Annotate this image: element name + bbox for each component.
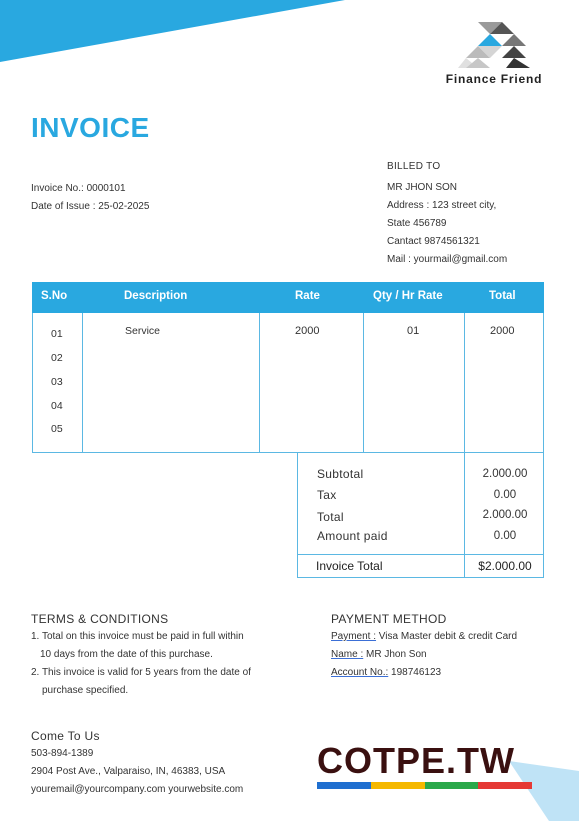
payment-account-label: Account No.: xyxy=(331,667,389,678)
header-description: Description xyxy=(124,290,188,302)
issue-date-label: Date of Issue : xyxy=(31,201,96,212)
header-total: Total xyxy=(489,290,516,302)
terms-item: purchase specified. xyxy=(42,685,129,696)
color-bar-red xyxy=(478,782,532,789)
invoice-number-label: Invoice No.: xyxy=(31,183,84,194)
contact-address: 2904 Post Ave., Valparaiso, IN, 46383, USA xyxy=(31,766,226,777)
items-table-header xyxy=(32,282,544,313)
total-label: Total xyxy=(317,510,344,524)
payment-method-line xyxy=(331,628,561,646)
billed-to-address-1: Address : 123 street city, xyxy=(387,200,497,211)
terms-item: 2. This invoice is valid for 5 years from the date of xyxy=(31,667,251,678)
invoice-total-label: Invoice Total xyxy=(316,559,383,573)
column-divider xyxy=(464,313,465,452)
total-value: 2.000.00 xyxy=(482,509,528,521)
amount-paid-label: Amount paid xyxy=(317,529,388,543)
item-qty: 01 xyxy=(407,325,420,337)
watermark-color-bars xyxy=(317,782,532,789)
invoice-total-value: $2.000.00 xyxy=(478,559,532,573)
header-sno: S.No xyxy=(41,290,68,302)
payment-heading: PAYMENT METHOD xyxy=(331,612,447,626)
issue-date-line xyxy=(31,198,149,216)
payment-name-label: Name : xyxy=(331,649,364,660)
header-qty: Qty / Hr Rate xyxy=(373,290,443,302)
color-bar-green xyxy=(425,782,479,789)
contact-web: youremail@yourcompany.com yourwebsite.com xyxy=(31,784,244,795)
billed-to-heading: BILLED TO xyxy=(387,161,441,172)
item-rate: 2000 xyxy=(295,325,320,337)
items-table-body xyxy=(32,313,544,453)
billed-to-contact: Cantact 9874561321 xyxy=(387,236,480,247)
tax-value: 0.00 xyxy=(493,489,517,501)
finance-friend-logo-icon xyxy=(458,22,530,68)
serial-number: 04 xyxy=(51,400,63,412)
header-stripe xyxy=(0,0,360,70)
payment-method-label: Payment : xyxy=(331,631,377,642)
color-bar-blue xyxy=(317,782,371,789)
serial-number: 05 xyxy=(51,423,63,435)
column-divider xyxy=(82,313,83,452)
header-rate: Rate xyxy=(295,290,320,302)
tax-label: Tax xyxy=(317,488,337,502)
invoice-number: 0000101 xyxy=(86,183,126,194)
color-bar-yellow xyxy=(371,782,425,789)
column-divider xyxy=(363,313,364,452)
totals-box xyxy=(297,453,544,554)
invoice-number-line xyxy=(31,180,149,198)
payment-name-line xyxy=(331,646,561,664)
subtotal-label: Subtotal xyxy=(317,467,364,481)
payment-account-line xyxy=(331,664,561,682)
brand-name: Finance Friend xyxy=(445,72,543,86)
terms-section xyxy=(31,612,311,700)
payment-section xyxy=(331,612,561,682)
invoice-meta xyxy=(31,180,149,216)
serial-number: 02 xyxy=(51,352,63,364)
billed-to-mail: Mail : yourmail@gmail.com xyxy=(387,254,508,265)
subtotal-value: 2.000.00 xyxy=(482,468,528,480)
item-total: 2000 xyxy=(490,325,515,337)
terms-item: 10 days from the date of this purchase. xyxy=(40,649,213,660)
page-title: INVOICE xyxy=(31,112,150,143)
billed-to-address-2: State 456789 xyxy=(387,218,447,229)
payment-account-value: 198746123 xyxy=(388,667,442,678)
item-description: Service xyxy=(125,325,161,337)
terms-item: 1. Total on this invoice must be paid in full within xyxy=(31,631,244,642)
contact-phone: 503-894-1389 xyxy=(31,748,94,759)
issue-date: 25-02-2025 xyxy=(98,201,150,212)
amount-paid-value: 0.00 xyxy=(493,530,517,542)
invoice-total-row xyxy=(297,554,544,578)
terms-heading: TERMS & CONDITIONS xyxy=(31,612,169,626)
contact-section xyxy=(31,729,311,799)
payment-method-value: Visa Master debit & credit Card xyxy=(376,631,518,642)
serial-number: 01 xyxy=(51,328,63,340)
payment-name-value: MR Jhon Son xyxy=(363,649,427,660)
serial-number: 03 xyxy=(51,376,63,388)
watermark-text: COTPE.TW xyxy=(317,740,515,781)
billed-to-name: MR JHON SON xyxy=(387,182,457,193)
contact-heading: Come To Us xyxy=(31,729,100,743)
column-divider xyxy=(259,313,260,452)
billed-to-block xyxy=(387,158,507,269)
